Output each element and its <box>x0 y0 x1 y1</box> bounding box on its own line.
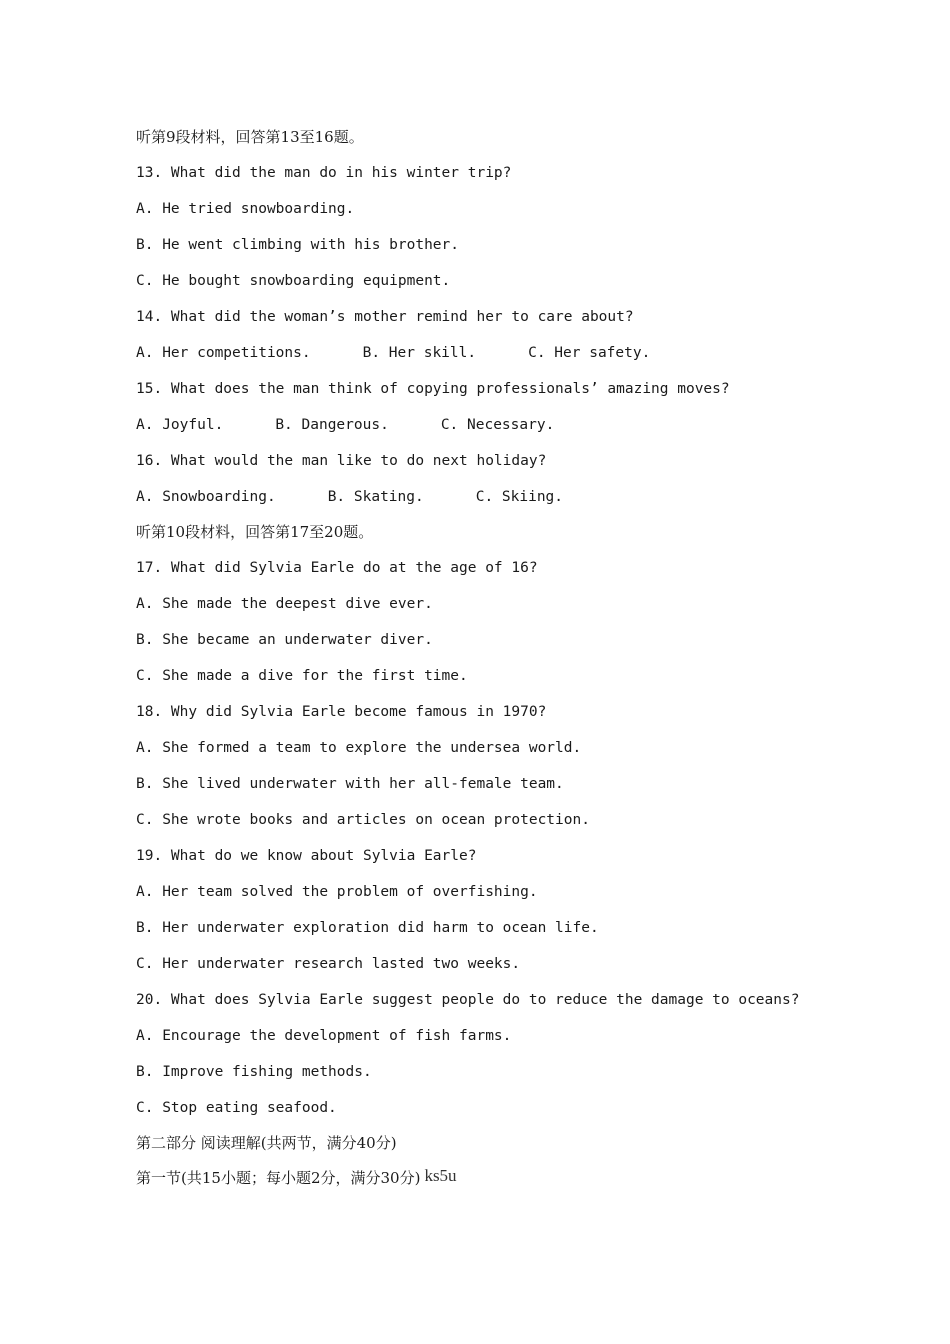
question-19-option-a: A. Her team solved the problem of overfishing. <box>136 884 538 900</box>
question-14-stem: 14. What did the woman’s mother remind her to care about? <box>136 309 634 325</box>
question-17-option-c: C. She made a dive for the first time. <box>136 668 468 684</box>
question-15-options <box>136 415 554 435</box>
question-18-option-b: B. She lived underwater with her all-female team. <box>136 776 564 792</box>
question-17-option-a: A. She made the deepest dive ever. <box>136 596 433 612</box>
question-16-option-c: C. Skiing. <box>475 489 564 505</box>
question-15-option-b: B. Dangerous. <box>275 417 389 433</box>
question-19-option-c: C. Her underwater research lasted two weeks. <box>136 956 521 972</box>
question-17-stem: 17. What did Sylvia Earle do at the age of 16? <box>136 560 538 576</box>
question-13-option-c: C. He bought snowboarding equipment. <box>136 273 451 289</box>
question-13-stem: 13. What did the man do in his winter trip? <box>136 165 512 181</box>
question-20-option-a: A. Encourage the development of fish farms. <box>136 1028 512 1044</box>
question-16-option-a: A. Snowboarding. <box>136 489 276 505</box>
question-13-option-a: A. He tried snowboarding. <box>136 201 355 217</box>
question-20-stem: 20. What does Sylvia Earle suggest people do to reduce the damage to oceans? <box>136 992 800 1008</box>
question-14-option-c: C. Her safety. <box>528 345 651 361</box>
question-16-options <box>136 487 563 507</box>
question-14-option-a: A. Her competitions. <box>136 345 311 361</box>
question-15-option-c: C. Necessary. <box>440 417 555 433</box>
question-20-option-b: B. Improve fishing methods. <box>136 1064 372 1080</box>
question-14-options <box>136 343 650 363</box>
question-18-option-a: A. She formed a team to explore the undersea world. <box>136 740 582 756</box>
question-16-stem: 16. What would the man like to do next holiday? <box>136 453 547 469</box>
question-19-option-b: B. Her underwater exploration did harm to ocean life. <box>136 920 599 936</box>
question-18-option-c: C. She wrote books and articles on ocean protection. <box>136 812 590 828</box>
question-13-option-b: B. He went climbing with his brother. <box>136 237 460 253</box>
section-1-header-row <box>136 1168 457 1188</box>
section-9-header: 听第9段材料，回答第13至16题。 <box>136 128 364 146</box>
section-10-header: 听第10段材料，回答第17至20题。 <box>136 523 374 541</box>
question-14-option-b: B. Her skill. <box>362 345 477 361</box>
question-15-stem: 15. What does the man think of copying professionals’ amazing moves? <box>136 381 730 397</box>
section-1-header: 第一节(共15小题；每小题2分，满分30分) <box>136 1169 421 1187</box>
part-2-header: 第二部分 阅读理解(共两节，满分40分) <box>136 1134 397 1152</box>
question-19-stem: 19. What do we know about Sylvia Earle? <box>136 848 477 864</box>
question-15-option-a: A. Joyful. <box>136 417 224 433</box>
question-20-option-c: C. Stop eating seafood. <box>136 1100 337 1116</box>
watermark-logo: ks5u <box>424 1166 457 1185</box>
question-16-option-b: B. Skating. <box>327 489 424 505</box>
question-18-stem: 18. Why did Sylvia Earle become famous in 1970? <box>136 704 547 720</box>
question-17-option-b: B. She became an underwater diver. <box>136 632 433 648</box>
